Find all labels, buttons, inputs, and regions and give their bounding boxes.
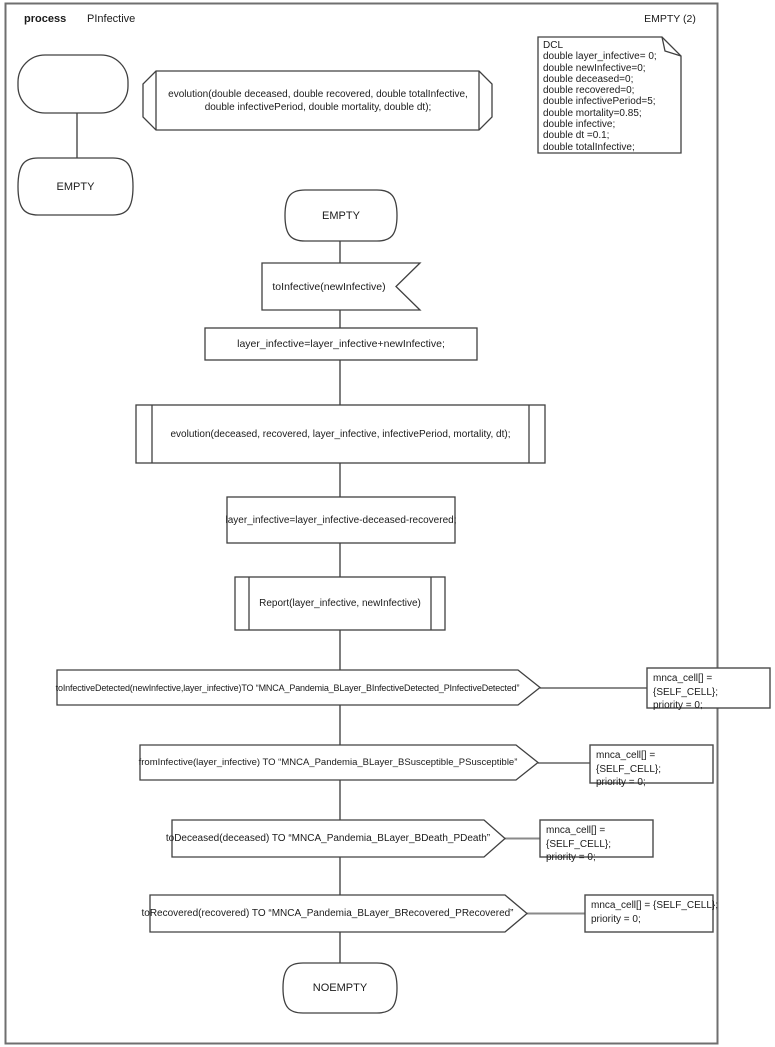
task-add-label: layer_infective=layer_infective+newInfective; — [237, 338, 445, 350]
annotation-text-1 — [647, 668, 775, 712]
procedure-declaration-line1: evolution(double deceased, double recovered, double totalInfective, — [168, 88, 468, 100]
output-toinfectivedetected-label: toInfectiveDetected(newInfective,layer_infective)TO “MNCA_Pandemia_BLayer_BInfectiveDetected_PInfectiveDetected” — [55, 682, 520, 693]
dcl-line: double layer_infective= 0; — [543, 51, 657, 63]
annotation-text-4 — [585, 895, 719, 936]
annotation-text-2 — [590, 745, 719, 787]
state-empty-left-label: EMPTY — [56, 180, 95, 193]
annotation-line2: priority = 0; — [653, 700, 703, 711]
annotation-line1: mnca_cell[] = {SELF_CELL}; — [546, 825, 612, 850]
dcl-line: double dt =0.1; — [543, 130, 610, 142]
state-empty-label: EMPTY — [322, 209, 360, 222]
call-evolution-label: evolution(deceased, recovered, layer_infective, infectivePeriod, mortality, dt); — [170, 428, 511, 440]
dcl-line: double infectivePeriod=5; — [543, 96, 656, 108]
dcl-line: double totalInfective; — [543, 141, 635, 153]
output-frominfective-label: fromInfective(layer_infective) TO “MNCA_Pandemia_BLayer_BSusceptible_PSusceptible” — [138, 757, 518, 768]
call-report-label: Report(layer_infective, newInfective) — [259, 598, 421, 609]
annotation-line1: mnca_cell[] = {SELF_CELL}; — [591, 900, 719, 911]
procedure-declaration-text — [157, 71, 479, 130]
output-torecovered-label: toRecovered(recovered) TO “MNCA_Pandemia_BLayer_BRecovered_PRecovered” — [141, 908, 514, 919]
process-keyword: process — [24, 13, 67, 25]
dcl-line: DCL — [543, 40, 564, 51]
dcl-declarations — [543, 40, 683, 153]
page-label: EMPTY (2) — [644, 13, 696, 25]
dcl-line: double recovered=0; — [543, 85, 635, 97]
state-noempty-label: NOEMPTY — [312, 982, 368, 994]
annotation-line1: mnca_cell[] = {SELF_CELL}; — [653, 673, 719, 698]
dcl-line: double mortality=0.85; — [543, 107, 642, 119]
output-todeceased-label: toDeceased(deceased) TO “MNCA_Pandemia_BLayer_BDeath_PDeath” — [165, 833, 491, 844]
procedure-declaration-line2: double infectivePeriod, double mortality, double dt); — [204, 101, 432, 113]
input-toinfective-label: toInfective(newInfective) — [272, 280, 386, 293]
annotation-text-3 — [540, 820, 659, 861]
annotation-line2: priority = 0; — [596, 777, 646, 788]
task-subtract-label: layer_infective=layer_infective-deceased-recovered; — [225, 514, 457, 526]
dcl-line: double newInfective=0; — [543, 62, 646, 74]
annotation-line2: priority = 0; — [591, 913, 641, 925]
dcl-line: double deceased=0; — [543, 73, 634, 85]
annotation-line2: priority = 0; — [546, 852, 596, 863]
process-name: PInfective — [87, 13, 136, 25]
start-state-symbol — [18, 55, 128, 113]
dcl-line: double infective; — [543, 119, 616, 131]
annotation-line1: mnca_cell[] = {SELF_CELL}; — [596, 750, 662, 775]
